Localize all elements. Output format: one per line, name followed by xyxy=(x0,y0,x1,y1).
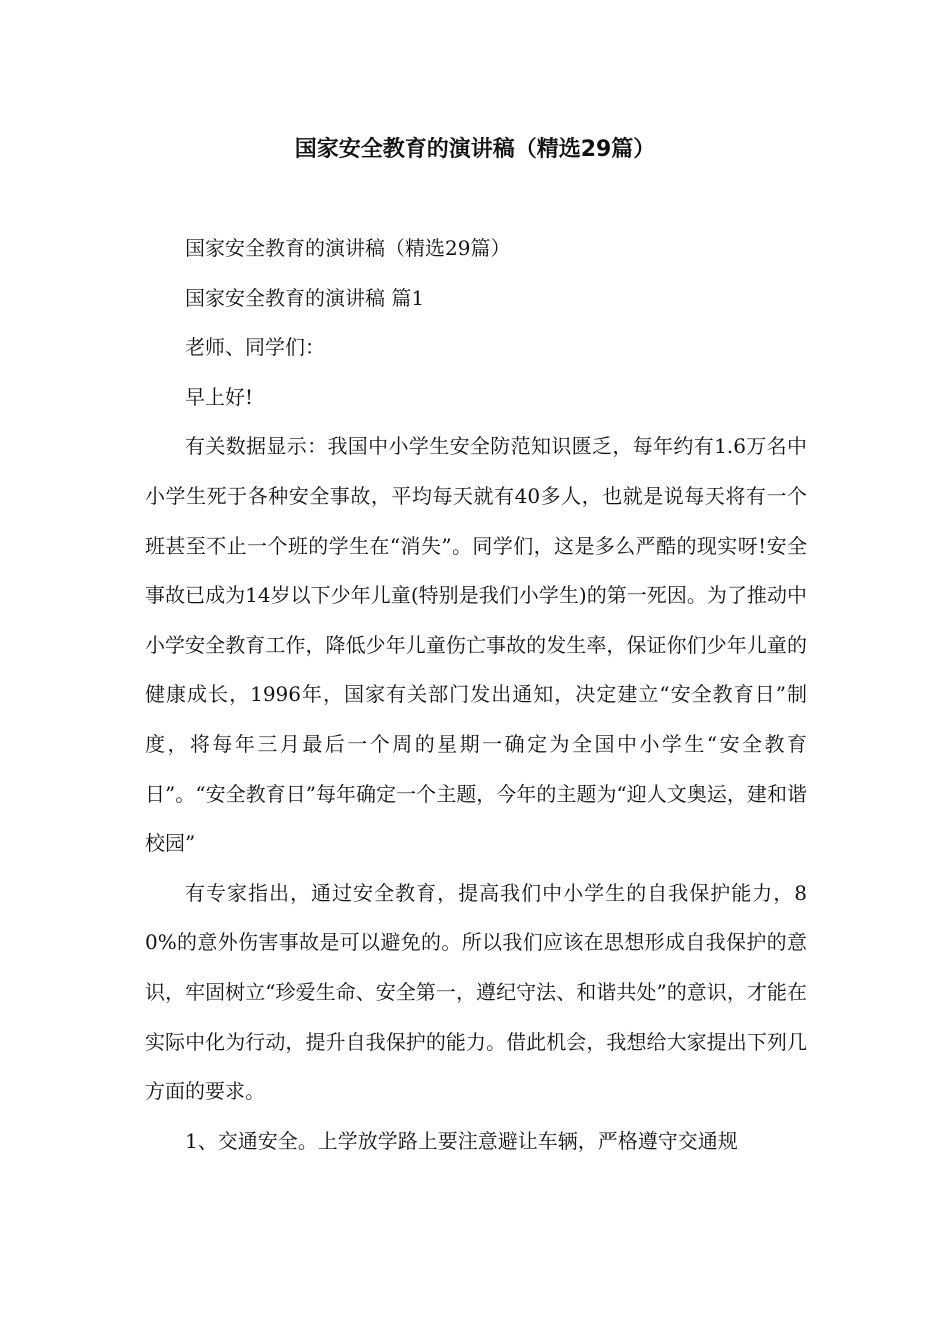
paragraph-expert-view: 有专家指出，通过安全教育，提高我们中小学生的自我保护能力，80%的意外伤害事故是可以避免的。所以我们应该在思想形成自我保护的意识，牢固树立“珍爱生命、安全第一，遵纪守法、和谐共处”的意识，才能在实际中化为行动，提升自我保护的能力。借此机会，我想给大家提出下列几方面的要求。 xyxy=(145,880,807,1104)
paragraph-traffic-safety: 1、交通安全。上学放学路上要注意避让车辆，严格遵守交通规 xyxy=(185,1128,738,1153)
document-title: 国家安全教育的演讲稿（精选29篇） xyxy=(294,137,656,162)
paragraph-section-heading: 国家安全教育的演讲稿 篇1 xyxy=(185,285,425,310)
paragraph-statistics: 有关数据显示：我国中小学生安全防范知识匮乏，每年约有1.6万名中小学生死于各种安全事故，平均每天就有40多人，也就是说每天将有一个班甚至不止一个班的学生在“消失”。同学们，这是多么严酷的现实呀!安全事故已成为14岁以下少年儿童(特别是我们小学生)的第一死因。为了推动中小学安全教育工作，降低少年儿童伤亡事故的发生率，保证你们少年儿童的健康成长，1996年，国家有关部门发出通知，决定建立“安全教育日”制度，将每年三月最后一个周的星期一确定为全国中小学生“安全教育日”。“安全教育日”每年确定一个主题，今年的主题为“迎人文奥运，建和谐校园” xyxy=(145,434,807,856)
paragraph-subtitle: 国家安全教育的演讲稿（精选29篇） xyxy=(185,236,511,260)
document-body xyxy=(145,224,807,1166)
paragraph-salutation: 老师、同学们： xyxy=(185,335,325,360)
paragraph-greeting: 早上好! xyxy=(185,384,254,409)
